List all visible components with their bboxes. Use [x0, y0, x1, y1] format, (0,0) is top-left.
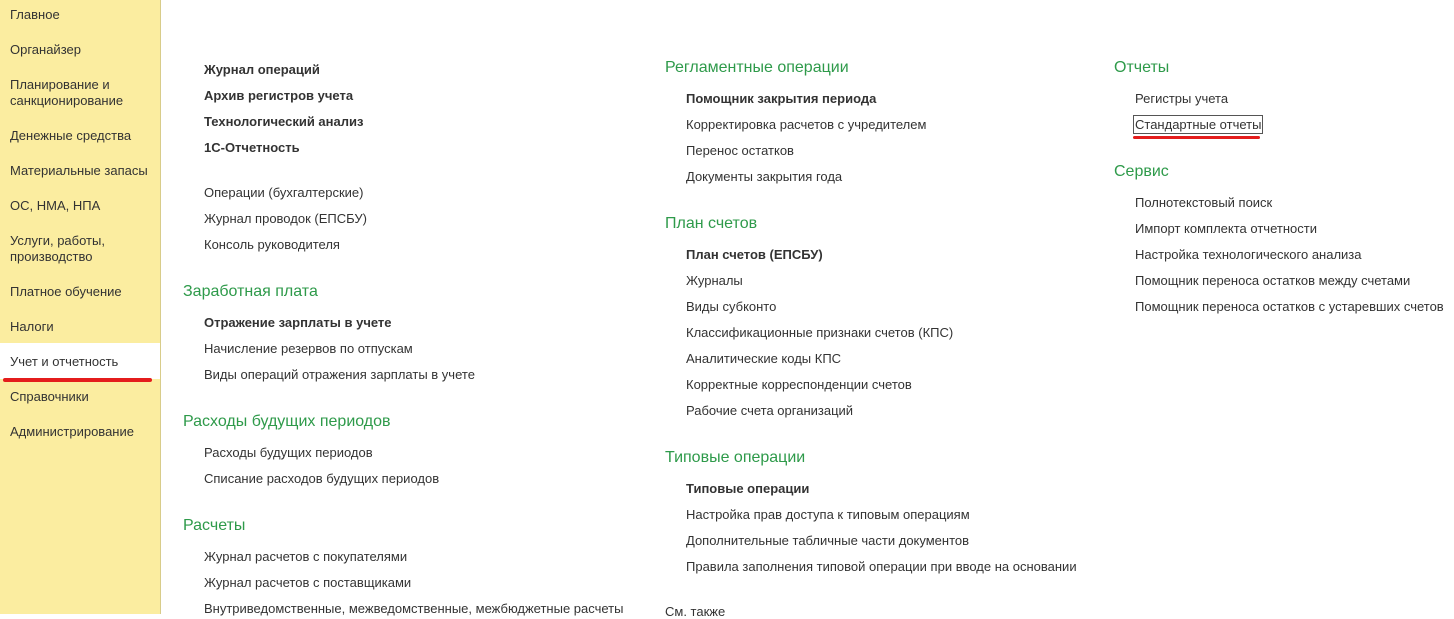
- link-import-reporting-set[interactable]: Импорт комплекта отчетности: [1135, 221, 1317, 236]
- sidebar-item-accounting[interactable]: Учет и отчетность: [0, 343, 160, 379]
- link-vacation-reserves[interactable]: Начисление резервов по отпускам: [204, 341, 413, 356]
- link-correspondences[interactable]: Корректные корреспонденции счетов: [686, 377, 912, 392]
- link-salary-operation-types[interactable]: Виды операций отражения зарплаты в учете: [204, 367, 475, 382]
- link-kps[interactable]: Классификационные признаки счетов (КПС): [686, 325, 954, 340]
- link-1c-reporting[interactable]: 1С-Отчетность: [204, 140, 300, 155]
- link-typical-fill-rules[interactable]: Правила заполнения типовой операции при вводе на основании: [686, 559, 1077, 574]
- link-postings-journal[interactable]: Журнал проводок (ЕПСБУ): [204, 211, 367, 226]
- link-extra-table-parts[interactable]: Дополнительные табличные части документов: [686, 533, 970, 548]
- sidebar-item-cash[interactable]: Денежные средства: [10, 128, 132, 143]
- section-header-regulatory: Регламентные операции: [665, 59, 849, 76]
- link-salary-reflection[interactable]: Отражение зарплаты в учете: [204, 315, 392, 330]
- link-chart-of-accounts[interactable]: План счетов (ЕПСБУ): [686, 247, 823, 262]
- link-fulltext-search[interactable]: Полнотекстовый поиск: [1135, 195, 1273, 210]
- link-manager-console[interactable]: Консоль руководителя: [204, 237, 340, 252]
- link-balance-transfer-between-accounts[interactable]: Помощник переноса остатков между счетами: [1135, 273, 1411, 288]
- link-supplier-settlements[interactable]: Журнал расчетов с поставщиками: [204, 575, 412, 590]
- sidebar-item-inventory[interactable]: Материальные запасы: [10, 163, 148, 178]
- section-header-settlements: Расчеты: [183, 517, 246, 534]
- section-header-typical-operations: Типовые операции: [665, 449, 806, 466]
- section-header-deferred-expenses: Расходы будущих периодов: [183, 413, 391, 430]
- standard-reports-highlight-underline: [1133, 136, 1260, 139]
- link-typical-operations[interactable]: Типовые операции: [686, 481, 810, 496]
- sidebar-item-administration[interactable]: Администрирование: [10, 424, 134, 439]
- link-working-accounts[interactable]: Рабочие счета организаций: [686, 403, 854, 418]
- sidebar-item-organizer[interactable]: Органайзер: [10, 42, 81, 57]
- active-item-highlight-underline: [3, 378, 152, 382]
- link-typical-access-rights[interactable]: Настройка прав доступа к типовым операциям: [686, 507, 970, 522]
- sidebar-item-planning[interactable]: Планирование и санкционирование: [10, 77, 124, 108]
- sidebar: [0, 0, 161, 614]
- link-accounting-operations[interactable]: Операции (бухгалтерские): [204, 185, 364, 200]
- link-founder-adjustment[interactable]: Корректировка расчетов с учредителем: [686, 117, 927, 132]
- sidebar-item-fixed-assets[interactable]: ОС, НМА, НПА: [10, 198, 101, 213]
- link-kps-codes[interactable]: Аналитические коды КПС: [686, 351, 842, 366]
- section-header-service: Сервис: [1114, 163, 1169, 180]
- link-balance-transfer[interactable]: Перенос остатков: [686, 143, 794, 158]
- sidebar-item-paid-education[interactable]: Платное обучение: [10, 284, 122, 299]
- link-journals[interactable]: Журналы: [686, 273, 743, 288]
- section-header-chart-of-accounts: План счетов: [665, 215, 758, 232]
- link-deferred-expenses[interactable]: Расходы будущих периодов: [204, 445, 373, 460]
- link-period-closing-assistant[interactable]: Помощник закрытия периода: [686, 91, 877, 106]
- link-tech-analysis[interactable]: Технологический анализ: [204, 114, 364, 129]
- link-standard-reports[interactable]: Стандартные отчеты: [1135, 117, 1262, 132]
- section-header-reports: Отчеты: [1114, 59, 1170, 76]
- link-customer-settlements[interactable]: Журнал расчетов с покупателями: [204, 549, 408, 564]
- see-also-label: См. также: [665, 604, 726, 619]
- link-balance-transfer-from-obsolete[interactable]: Помощник переноса остатков с устаревших счетов: [1135, 299, 1444, 314]
- section-header-salary: Заработная плата: [183, 283, 318, 300]
- link-subconto-types[interactable]: Виды субконто: [686, 299, 777, 314]
- link-interdepartmental-settlements[interactable]: Внутриведомственные, межведомственные, межбюджетные расчеты: [204, 601, 624, 616]
- sidebar-item-taxes[interactable]: Налоги: [10, 319, 54, 334]
- link-registers-archive[interactable]: Архив регистров учета: [204, 88, 354, 103]
- link-accounting-registers[interactable]: Регистры учета: [1135, 91, 1229, 106]
- link-year-closing-docs[interactable]: Документы закрытия года: [686, 169, 843, 184]
- sidebar-item-main[interactable]: Главное: [10, 7, 60, 22]
- link-tech-analysis-settings[interactable]: Настройка технологического анализа: [1135, 247, 1362, 262]
- link-operations-journal[interactable]: Журнал операций: [204, 62, 320, 77]
- sidebar-item-references[interactable]: Справочники: [10, 389, 89, 404]
- sidebar-item-services[interactable]: Услуги, работы, производство: [10, 233, 105, 264]
- link-deferred-writeoff[interactable]: Списание расходов будущих периодов: [204, 471, 440, 486]
